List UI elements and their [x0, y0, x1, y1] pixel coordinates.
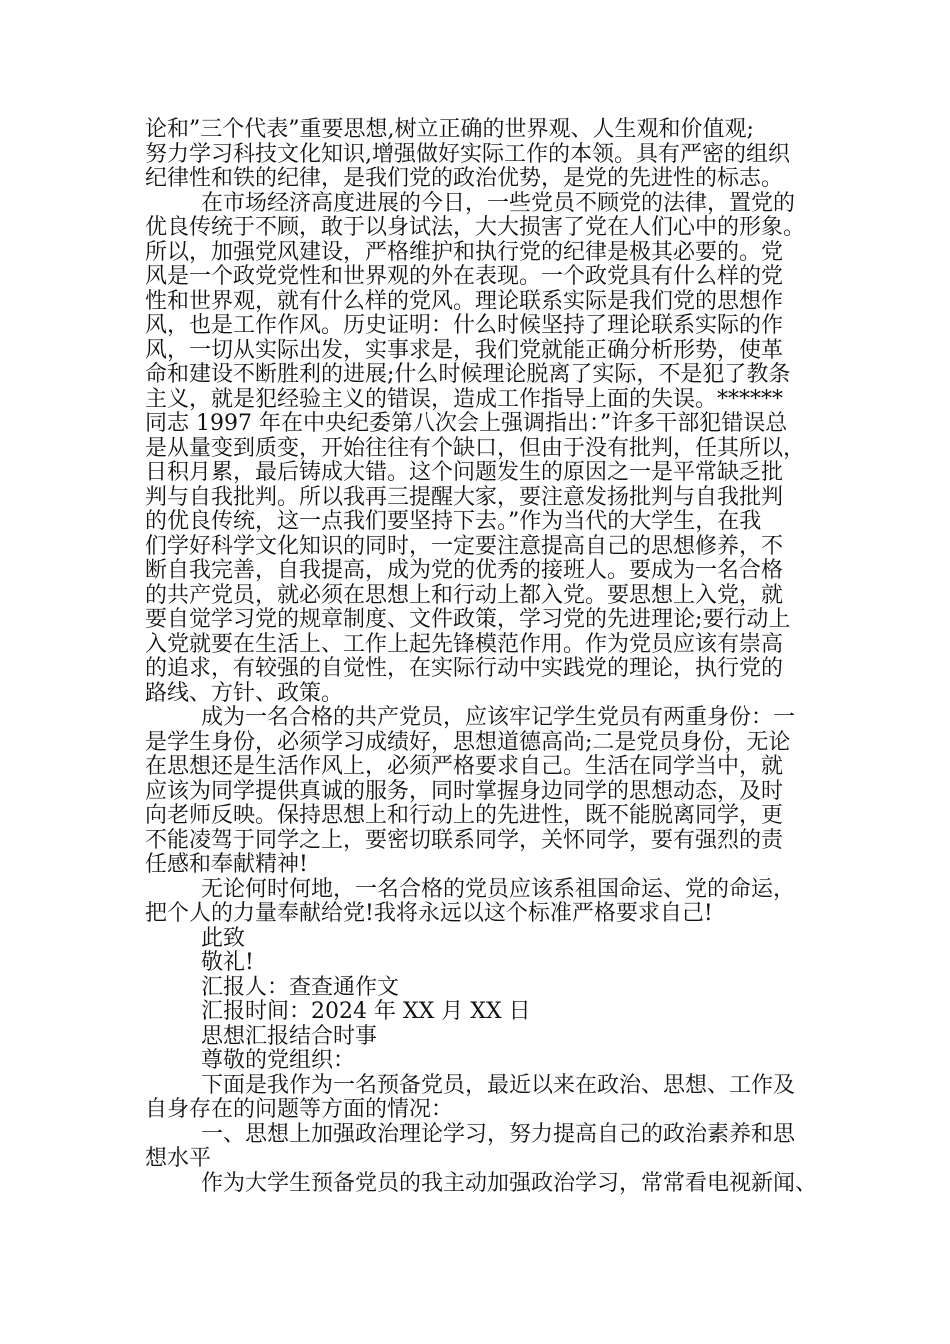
text-line: 在市场经济高度进展的今日，一些党员不顾党的法律，置党的	[201, 190, 796, 216]
text-line: 自身存在的问题等方面的情况：	[145, 1097, 454, 1122]
text-line: 向老师反映。保持思想上和行动上的先进性，既不能脱离同学，更	[145, 803, 784, 828]
text-line: 断自我完善，自我提高，成为党的优秀的接班人。要成为一名合格	[145, 558, 784, 583]
text-line: 应该为同学提供真诚的服务，同时掌握身边同学的思想动态，及时	[145, 778, 784, 804]
text-line: 风是一个政党党性和世界观的外在表现。一个政党具有什么样的党	[145, 264, 784, 289]
document-body	[145, 118, 835, 1196]
text-line: 们学好科学文化知识的同时，一定要注意提高自己的思想修养，不	[145, 533, 784, 559]
text-line: 汇报时间：2024 年 XX 月 XX 日	[201, 999, 531, 1024]
text-line: 所以，加强党风建设，严格维护和执行党的纪律是极其必要的。党	[145, 239, 784, 265]
text-line: 努力学习科技文化知识,增强做好实际工作的本领。具有严密的组织	[145, 141, 790, 167]
text-line: 尊敬的党组织：	[201, 1048, 356, 1073]
text-line: 此致	[201, 925, 246, 951]
text-line: 思想汇报结合时事	[201, 1023, 378, 1049]
text-line: 性和世界观，就有什么样的党风。理论联系实际是我们党的思想作	[145, 288, 784, 314]
text-line: 的追求，有较强的自觉性，在实际行动中实践党的理论，执行党的	[145, 656, 784, 681]
text-line: 作为大学生预备党员的我主动加强政治学习，常常看电视新闻、	[201, 1170, 818, 1196]
text-line: 下面是我作为一名预备党员，最近以来在政治、思想、工作及	[201, 1072, 796, 1098]
text-line: 一、思想上加强政治理论学习，努力提高自己的政治素养和思	[201, 1121, 796, 1147]
text-line: 把个人的力量奉献给党!我将永远以这个标准严格要求自己!	[145, 901, 713, 926]
text-line: 风，也是工作作风。历史证明：什么时候坚持了理论联系实际的作	[145, 313, 784, 338]
text-line: 论和”三个代表”重要思想,树立正确的世界观、人生观和价值观;	[145, 117, 754, 142]
text-line: 主义，就是犯经验主义的错误，造成工作指导上面的失误。******	[145, 386, 784, 412]
text-line: 要自觉学习党的规章制度、文件政策，学习党的先进理论;要行动上	[145, 607, 791, 632]
text-line: 日积月累，最后铸成大错。这个问题发生的原因之一是平常缺乏批	[145, 460, 784, 485]
text-line: 命和建设不断胜利的进展;什么时候理论脱离了实际，不是犯了教条	[145, 362, 791, 387]
text-line: 纪律性和铁的纪律，是我们党的政治优势，是党的先进性的标志。	[145, 166, 784, 191]
text-line: 在思想还是生活作风上，必须严格要求自己。生活在同学当中，就	[145, 754, 784, 779]
text-line: 是从量变到质变，开始往往有个缺口，但由于没有批判，任其所以，	[145, 435, 806, 461]
text-line: 汇报人：查查通作文	[201, 974, 400, 1000]
text-line: 判与自我批判。所以我再三提醒大家，要注意发扬批判与自我批判	[145, 484, 784, 510]
text-line: 是学生身份，必须学习成绩好，思想道德高尚;二是党员身份，无论	[145, 729, 791, 755]
text-line: 成为一名合格的共产党员，应该牢记学生党员有两重身份：一	[201, 705, 796, 730]
text-line: 任感和奉献精神!	[145, 852, 308, 877]
text-line: 路线、方针、政策。	[145, 680, 344, 706]
text-line: 入党就要在生活上、工作上起先锋模范作用。作为党员应该有崇高	[145, 631, 784, 657]
text-line: 想水平	[145, 1146, 212, 1171]
text-line: 风，一切从实际出发，实事求是，我们党就能正确分析形势，使革	[145, 337, 784, 363]
text-line: 敬礼!	[201, 950, 254, 975]
text-line: 的优良传统，这一点我们要坚持下去。”作为当代的大学生，在我	[145, 509, 762, 534]
text-line: 同志 1997 年在中央纪委第八次会上强调指出：”许多干部犯错误总	[145, 411, 788, 436]
text-line: 的共产党员，就必须在思想上和行动上都入党。要思想上入党，就	[145, 582, 784, 608]
text-line: 不能凌驾于同学之上，要密切联系同学，关怀同学，要有强烈的责	[145, 827, 784, 853]
text-line: 无论何时何地，一名合格的党员应该系祖国命运、党的命运，	[201, 876, 796, 902]
text-line: 优良传统于不顾，敢于以身试法，大大损害了党在人们心中的形象。	[145, 215, 806, 240]
